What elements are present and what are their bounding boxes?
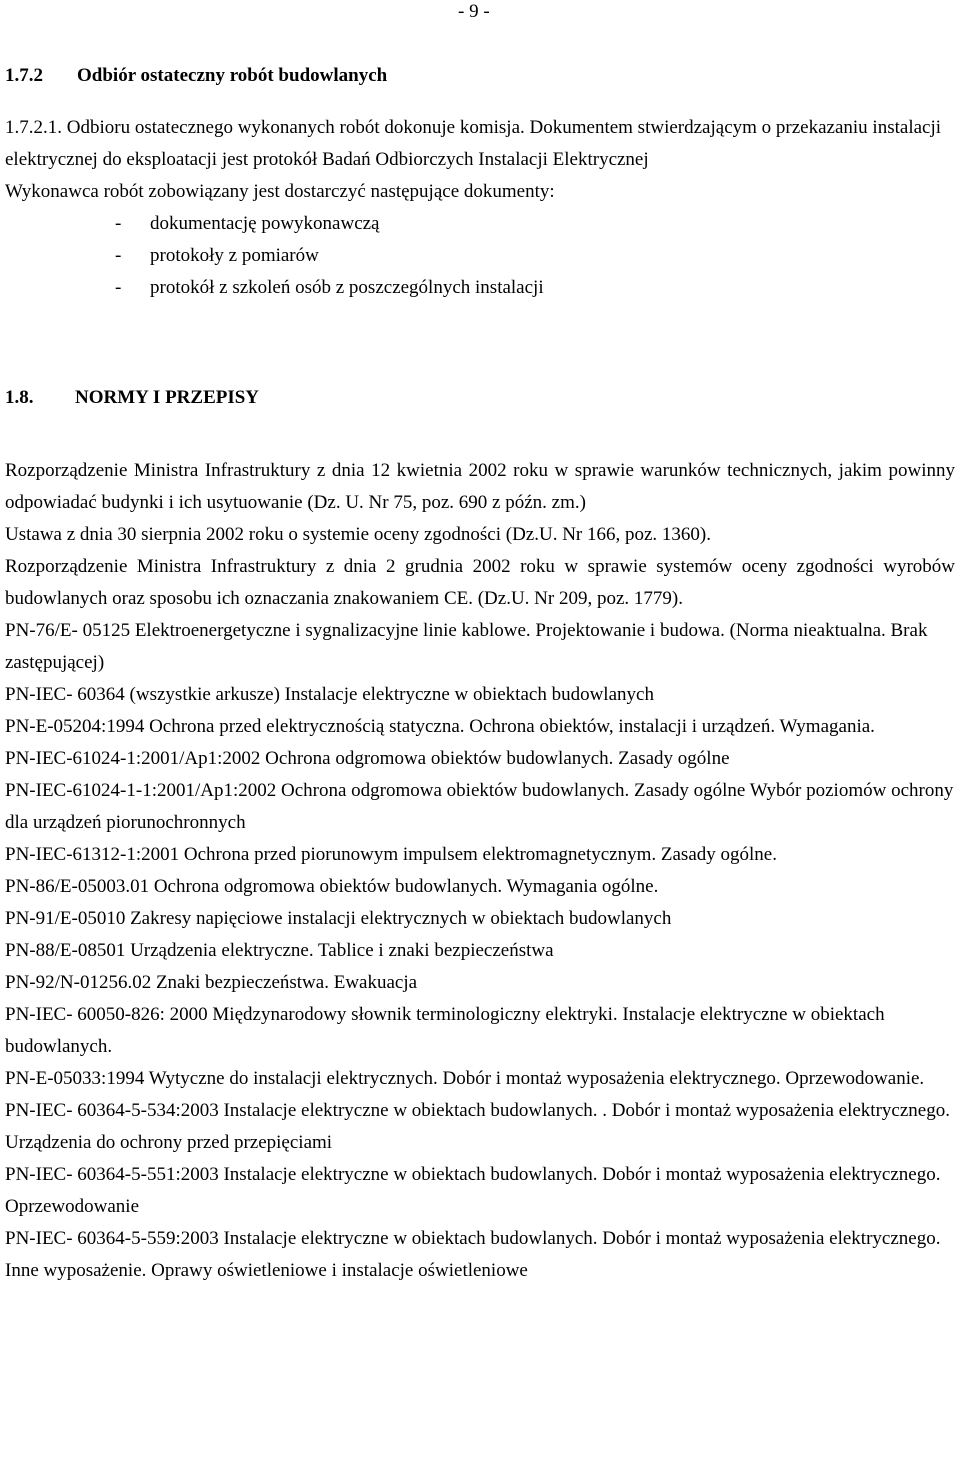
reference-item: PN-91/E-05010 Zakresy napięciowe instalacji elektrycznych w obiektach budowlanych — [5, 908, 672, 929]
paragraph: Wykonawca robót zobowiązany jest dostarczyć następujące dokumenty: — [5, 181, 555, 202]
reference-item: PN-IEC-61024-1:2001/Ap1:2002 Ochrona odgromowa obiektów budowlanych. Zasady ogólne — [5, 748, 730, 769]
list-dash: - — [115, 245, 122, 266]
reference-item: PN-76/E- 05125 Elektroenergetyczne i sygnalizacyjne linie kablowe. Projektowanie i budowa. (Norma nieaktualna. Brak zastępującej) — [5, 620, 928, 673]
list-item — [5, 272, 955, 304]
reference-item: PN-IEC- 60050-826: 2000 Międzynarodowy słownik terminologiczny elektryki. Instalacje elektryczne w obiektach budowlanych. — [5, 1004, 885, 1057]
list-dash: - — [115, 277, 122, 298]
reference-item: PN-IEC-61024-1-1:2001/Ap1:2002 Ochrona odgromowa obiektów budowlanych. Zasady ogólne Wybór poziomów ochrony dla urządzeń piorunochronnych — [5, 780, 954, 833]
reference-item: Ustawa z dnia 30 sierpnia 2002 roku o systemie oceny zgodności (Dz.U. Nr 166, poz. 1360). — [5, 524, 712, 545]
list-dash: - — [115, 213, 122, 234]
reference-item: PN-IEC- 60364-5-534:2003 Instalacje elektryczne w obiektach budowlanych. . Dobór i montaż wyposażenia elektrycznego. Urządzenia do ochrony przed przepięciami — [5, 1100, 950, 1153]
reference-item: PN-E-05033:1994 Wytyczne do instalacji elektrycznych. Dobór i montaż wyposażenia elektrycznego. Oprzewodowanie. — [5, 1068, 925, 1089]
reference-item: PN-92/N-01256.02 Znaki bezpieczeństwa. Ewakuacja — [5, 972, 418, 993]
list-item-text: protokoły z pomiarów — [150, 245, 319, 266]
reference-item: PN-IEC- 60364-5-559:2003 Instalacje elektryczne w obiektach budowlanych. Dobór i montaż wyposażenia elektrycznego. Inne wyposażenie. Oprawy oświetleniowe i instalacje oświetleniowe — [5, 1228, 941, 1281]
paragraph-text: Odbioru ostatecznego wykonanych robót dokonuje komisja. Dokumentem stwierdzającym o przekazaniu instalacji elektrycznej do eksploatacji jest protokół Badań Odbiorczych Instalacji Elektrycznej — [5, 117, 942, 170]
subsection-number: 1.7.2.1. — [5, 117, 62, 138]
reference-item: PN-IEC- 60364-5-551:2003 Instalacje elektryczne w obiektach budowlanych. Dobór i montaż wyposażenia elektrycznego. Oprzewodowanie — [5, 1164, 941, 1217]
documents-list — [5, 208, 955, 304]
reference-item: Rozporządzenie Ministra Infrastruktury z dnia 12 kwietnia 2002 roku w sprawie warunków technicznych, jakim powinny odpowiadać budynki i ich usytuowanie (Dz. U. Nr 75, poz. 690 z późn. zm.) — [5, 460, 955, 513]
list-item — [5, 208, 955, 240]
reference-item: PN-88/E-08501 Urządzenia elektryczne. Tablice i znaki bezpieczeństwa — [5, 940, 554, 961]
reference-item: PN-IEC-61312-1:2001 Ochrona przed piorunowym impulsem elektromagnetycznym. Zasady ogólne. — [5, 844, 777, 865]
section-number: 1.7.2 — [5, 65, 43, 86]
reference-item: PN-E-05204:1994 Ochrona przed elektrycznością statyczna. Ochrona obiektów, instalacji i urządzeń. Wymagania. — [5, 716, 875, 737]
section-heading-1-8 — [5, 386, 259, 410]
section-title: Odbiór ostateczny robót budowlanych — [77, 65, 388, 86]
section-1-7-2-1 — [5, 112, 955, 304]
paragraph — [5, 112, 955, 176]
reference-item: PN-86/E-05003.01 Ochrona odgromowa obiektów budowlanych. Wymagania ogólne. — [5, 876, 659, 897]
list-item-text: protokół z szkoleń osób z poszczególnych instalacji — [150, 277, 544, 298]
page-number: - 9 - — [458, 1, 490, 22]
section-heading-1-7-2 — [5, 64, 387, 88]
reference-item: Rozporządzenie Ministra Infrastruktury z dnia 2 grudnia 2002 roku w sprawie systemów oceny zgodności wyrobów budowlanych oraz sposobu ich oznaczania znakowaniem CE. (Dz.U. Nr 209, poz. 1779). — [5, 556, 955, 609]
section-title: NORMY I PRZEPISY — [75, 387, 260, 408]
list-item-text: dokumentację powykonawczą — [150, 213, 380, 234]
section-number: 1.8. — [5, 387, 34, 408]
references-list — [5, 455, 955, 1287]
list-item — [5, 240, 955, 272]
reference-item: PN-IEC- 60364 (wszystkie arkusze) Instalacje elektryczne w obiektach budowlanych — [5, 684, 654, 705]
